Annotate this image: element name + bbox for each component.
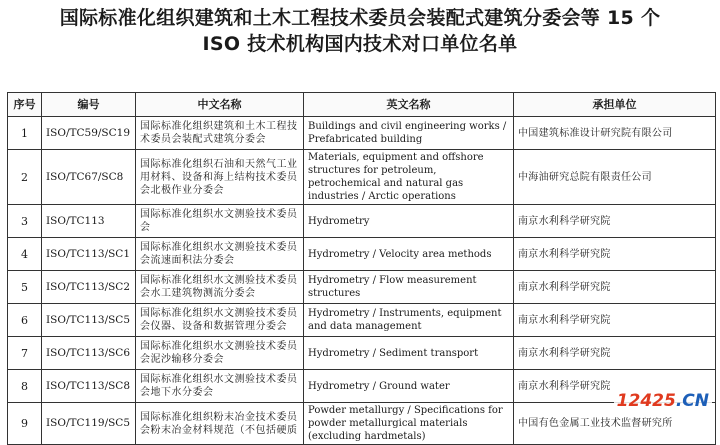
cell-code: ISO/TC113/SC1: [42, 238, 136, 271]
cell-code: ISO/TC67/SC8: [42, 150, 136, 205]
cell-cn-name: 国际标准化组织水文测验技术委员会地下水分委会: [136, 370, 304, 403]
cell-unit: 中国有色金属工业技术监督研究所: [514, 403, 716, 445]
table-row: [8, 337, 716, 370]
cell-code: ISO/TC113: [42, 205, 136, 238]
table-row: [8, 304, 716, 337]
table-row: [8, 370, 716, 403]
cell-cn-name: 国际标准化组织建筑和土木工程技术委员会装配式建筑分委会: [136, 117, 304, 150]
cell-no: 8: [8, 370, 42, 403]
table-row: [8, 238, 716, 271]
cell-unit: 南京水利科学研究院: [514, 205, 716, 238]
cell-cn-name: 国际标准化组织水文测验技术委员会仪器、设备和数据管理分委会: [136, 304, 304, 337]
cell-no: 1: [8, 117, 42, 150]
cell-cn-name: 国际标准化组织粉末冶金技术委员会粉末冶金材料规范（不包括硬质: [136, 403, 304, 445]
cell-no: 4: [8, 238, 42, 271]
cell-cn-name: 国际标准化组织水文测验技术委员会流速面积法分委会: [136, 238, 304, 271]
cell-code: ISO/TC113/SC2: [42, 271, 136, 304]
committee-table: [7, 92, 716, 445]
cell-no: 6: [8, 304, 42, 337]
table-row: [8, 205, 716, 238]
cell-unit: 南京水利科学研究院: [514, 370, 716, 403]
cell-cn-name: 国际标准化组织水文测验技术委员会泥沙输移分委会: [136, 337, 304, 370]
cell-code: ISO/TC113/SC5: [42, 304, 136, 337]
cell-unit: 中海油研究总院有限责任公司: [514, 150, 716, 205]
cell-code: ISO/TC119/SC5: [42, 403, 136, 445]
cell-code: ISO/TC113/SC6: [42, 337, 136, 370]
cell-en-name: Hydrometry / Flow measurement structures: [304, 271, 514, 304]
cell-en-name: Powder metallurgy / Specifications for powder metallurgical materials (excluding hardmetals): [304, 403, 514, 445]
cell-en-name: Buildings and civil engineering works / Prefabricated building: [304, 117, 514, 150]
cell-en-name: Hydrometry: [304, 205, 514, 238]
cell-unit: 南京水利科学研究院: [514, 238, 716, 271]
header-no: 序号: [8, 93, 42, 117]
cell-en-name: Hydrometry / Ground water: [304, 370, 514, 403]
table-row: [8, 150, 716, 205]
cell-code: ISO/TC113/SC8: [42, 370, 136, 403]
header-unit: 承担单位: [514, 93, 716, 117]
table-row: [8, 271, 716, 304]
title-line-2: ISO 技术机构国内技术对口单位名单: [202, 33, 518, 55]
cell-no: 2: [8, 150, 42, 205]
cell-code: ISO/TC59/SC19: [42, 117, 136, 150]
cell-unit: 南京水利科学研究院: [514, 337, 716, 370]
cell-no: 9: [8, 403, 42, 445]
table-row: [8, 403, 716, 445]
cell-en-name: Hydrometry / Velocity area methods: [304, 238, 514, 271]
cell-cn-name: 国际标准化组织水文测验技术委员会水工建筑物测流分委会: [136, 271, 304, 304]
table-row: [8, 117, 716, 150]
cell-en-name: Hydrometry / Sediment transport: [304, 337, 514, 370]
watermark-tld: .CN: [675, 391, 709, 411]
table-body: [8, 117, 716, 445]
document-title: [0, 0, 720, 57]
title-line-1: 国际标准化组织建筑和土木工程技术委员会装配式建筑分委会等 15 个: [59, 7, 661, 29]
cell-no: 3: [8, 205, 42, 238]
cell-unit: 中国建筑标准设计研究院有限公司: [514, 117, 716, 150]
cell-cn-name: 国际标准化组织水文测验技术委员会: [136, 205, 304, 238]
site-watermark: [614, 391, 712, 411]
cell-en-name: Hydrometry / Instruments, equipment and data management: [304, 304, 514, 337]
table-header-row: [8, 93, 716, 117]
cell-no: 5: [8, 271, 42, 304]
header-cn-name: 中文名称: [136, 93, 304, 117]
cell-no: 7: [8, 337, 42, 370]
cell-unit: 南京水利科学研究院: [514, 271, 716, 304]
header-code: 编号: [42, 93, 136, 117]
cell-cn-name: 国际标准化组织石油和天然气工业用材料、设备和海上结构技术委员会北极作业分委会: [136, 150, 304, 205]
cell-en-name: Materials, equipment and offshore structures for petroleum, petrochemical and natural gas industries / Arctic operations: [304, 150, 514, 205]
cell-unit: 南京水利科学研究院: [514, 304, 716, 337]
watermark-main: 12425: [616, 391, 676, 411]
header-en-name: 英文名称: [304, 93, 514, 117]
